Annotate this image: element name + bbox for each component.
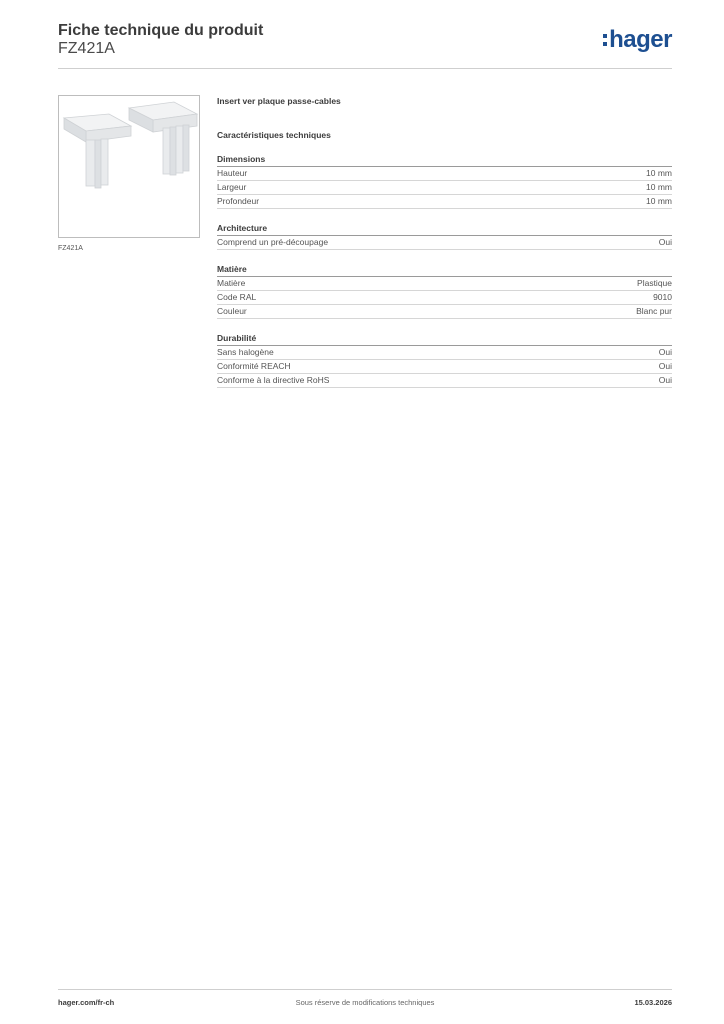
group-title: Dimensions bbox=[217, 154, 672, 167]
group-title: Matière bbox=[217, 264, 672, 277]
document-title: Fiche technique du produit bbox=[58, 22, 264, 39]
spec-row bbox=[217, 277, 672, 291]
hager-logo bbox=[603, 26, 672, 54]
spec-value: 10 mm bbox=[646, 196, 672, 206]
spec-group-durabilite bbox=[217, 333, 672, 388]
spec-row bbox=[217, 291, 672, 305]
logo-dots-icon bbox=[603, 34, 607, 46]
spec-group-dimensions bbox=[217, 154, 672, 209]
spec-row bbox=[217, 360, 672, 374]
spec-label: Hauteur bbox=[217, 168, 248, 178]
spec-value: Plastique bbox=[637, 278, 672, 288]
spec-label: Sans halogène bbox=[217, 347, 274, 357]
spec-value: Oui bbox=[658, 347, 672, 357]
spec-row bbox=[217, 236, 672, 250]
characteristics-title: Caractéristiques techniques bbox=[217, 130, 331, 140]
footer-divider bbox=[58, 989, 672, 990]
spec-group-architecture bbox=[217, 223, 672, 250]
group-title: Durabilité bbox=[217, 333, 672, 346]
spec-label: Comprend un pré-découpage bbox=[217, 237, 329, 247]
spec-label: Largeur bbox=[217, 182, 247, 192]
spec-value: 10 mm bbox=[646, 168, 672, 178]
group-title: Architecture bbox=[217, 223, 672, 236]
spec-content bbox=[217, 96, 672, 388]
spec-value: 10 mm bbox=[646, 182, 672, 192]
document-date: 15.03.2026 bbox=[634, 998, 672, 1007]
spec-row bbox=[217, 346, 672, 360]
spec-label: Conforme à la directive RoHS bbox=[217, 375, 330, 385]
spec-group-matiere bbox=[217, 264, 672, 319]
spec-row bbox=[217, 167, 672, 181]
page-footer bbox=[58, 998, 672, 1010]
spec-row bbox=[217, 181, 672, 195]
spec-value: Oui bbox=[658, 237, 672, 247]
product-code: FZ421A bbox=[58, 40, 115, 57]
header-divider bbox=[58, 68, 672, 69]
spec-label: Profondeur bbox=[217, 196, 260, 206]
product-image bbox=[58, 95, 200, 238]
website-link[interactable]: hager.com/fr-ch bbox=[58, 998, 115, 1007]
spec-label: Code RAL bbox=[217, 292, 257, 302]
spec-row bbox=[217, 305, 672, 319]
spec-value: Oui bbox=[658, 375, 672, 385]
spec-label: Matière bbox=[217, 278, 246, 288]
product-name: Insert ver plaque passe-cables bbox=[217, 96, 341, 106]
spec-row bbox=[217, 374, 672, 388]
spec-value: 9010 bbox=[653, 292, 672, 302]
image-caption: FZ421A bbox=[58, 245, 83, 252]
spec-value: Blanc pur bbox=[636, 306, 672, 316]
logo-text: hager bbox=[609, 26, 672, 53]
spec-value: Oui bbox=[658, 361, 672, 371]
disclaimer-text: Sous réserve de modifications techniques bbox=[295, 998, 435, 1007]
spec-label: Couleur bbox=[217, 306, 247, 316]
cable-insert-illustration-icon bbox=[59, 96, 199, 237]
spec-label: Conformité REACH bbox=[217, 361, 291, 371]
spec-row bbox=[217, 195, 672, 209]
page-header bbox=[58, 20, 672, 70]
spec-groups bbox=[217, 154, 672, 388]
